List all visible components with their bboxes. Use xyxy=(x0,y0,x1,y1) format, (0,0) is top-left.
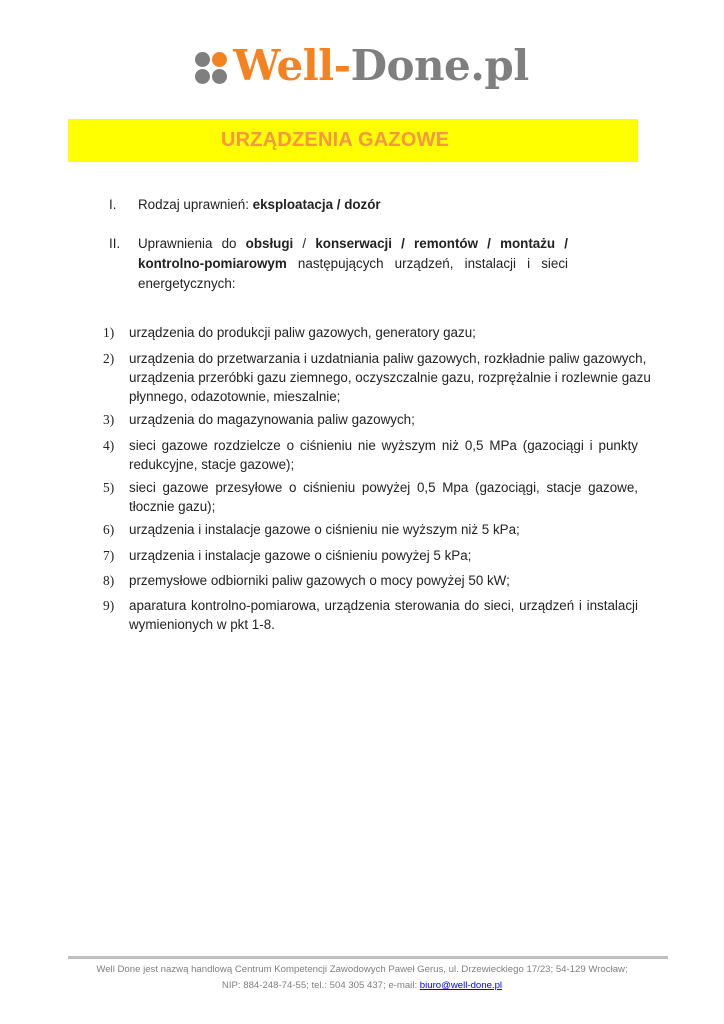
footer xyxy=(0,962,724,994)
list-item-number: 1) xyxy=(103,325,115,340)
logo-dot xyxy=(195,52,210,67)
logo-dots-icon xyxy=(195,52,227,84)
email-link[interactable]: biuro@well-done.pl xyxy=(419,980,503,991)
logo-dot xyxy=(212,52,227,67)
list-item-text: urządzenia do przetwarzania i uzdatniania paliw gazowych, rozkładnie paliw gazowych, urządzenia przeróbki gazu ziemnego, oczyszczalnie gazu, rozprężalnie i rozlewnie gazu płynnego, odazotownie, mieszalnie; xyxy=(129,351,651,404)
list-item-number: 9) xyxy=(103,598,115,613)
logo-dot xyxy=(195,69,210,84)
section-number: II. xyxy=(109,236,121,251)
page-title: URZĄDZENIA GAZOWE xyxy=(221,129,450,151)
footer-company-info: Well Done jest nazwą handlową Centrum Kompetencji Zawodowych Paweł Gerus, ul. Drzewieckiego 17/23; 54-129 Wrocław; xyxy=(96,964,628,975)
list-item-text: sieci gazowe przesyłowe o ciśnieniu powyżej 0,5 Mpa (gazociągi, stacje gazowe, tłocznie gazu); xyxy=(129,480,638,514)
company-logo xyxy=(0,38,724,94)
list-item-number: 6) xyxy=(103,522,115,537)
logo-wordmark: Well-Done.pl xyxy=(233,41,529,90)
list-item-text: urządzenia do produkcji paliw gazowych, generatory gazu; xyxy=(129,325,476,340)
list-item-text: urządzenia i instalacje gazowe o ciśnieniu nie wyższym niż 5 kPa; xyxy=(129,522,520,537)
section-text: Rodzaj uprawnień: eksploatacja / dozór xyxy=(138,197,381,212)
list-item-number: 7) xyxy=(103,548,115,563)
list-item-number: 3) xyxy=(103,412,115,427)
section-number: I. xyxy=(109,197,117,212)
footer-contact: NIP: 884-248-74-55; tel.: 504 305 437; e-mail: biuro@well-done.pl xyxy=(221,980,503,991)
title-banner xyxy=(68,119,638,162)
list-item-number: 2) xyxy=(103,351,115,366)
list-item-number: 5) xyxy=(103,480,115,495)
list-item-text: przemysłowe odbiorniki paliw gazowych o mocy powyżej 50 kW; xyxy=(129,573,510,588)
list-item-number: 4) xyxy=(103,438,115,453)
list-item-number: 8) xyxy=(103,573,115,588)
list-item-text: aparatura kontrolno-pomiarowa, urządzenia sterowania do sieci, urządzeń i instalacji wymienionych w pkt 1-8. xyxy=(129,598,638,632)
section-text: Uprawnienia do obsługi / konserwacji / remontów / montażu / kontrolno-pomiarowym następujących urządzeń, instalacji i sieci energetycznych: xyxy=(138,236,568,291)
logo-dot xyxy=(212,69,227,84)
list-item-text: sieci gazowe rozdzielcze o ciśnieniu nie wyższym niż 0,5 MPa (gazociągi i punkty redukcyjne, stacje gazowe); xyxy=(129,438,638,472)
list-item-text: urządzenia i instalacje gazowe o ciśnieniu powyżej 5 kPa; xyxy=(129,548,472,563)
footer-divider xyxy=(68,956,668,959)
list-item-text: urządzenia do magazynowania paliw gazowych; xyxy=(129,412,415,427)
